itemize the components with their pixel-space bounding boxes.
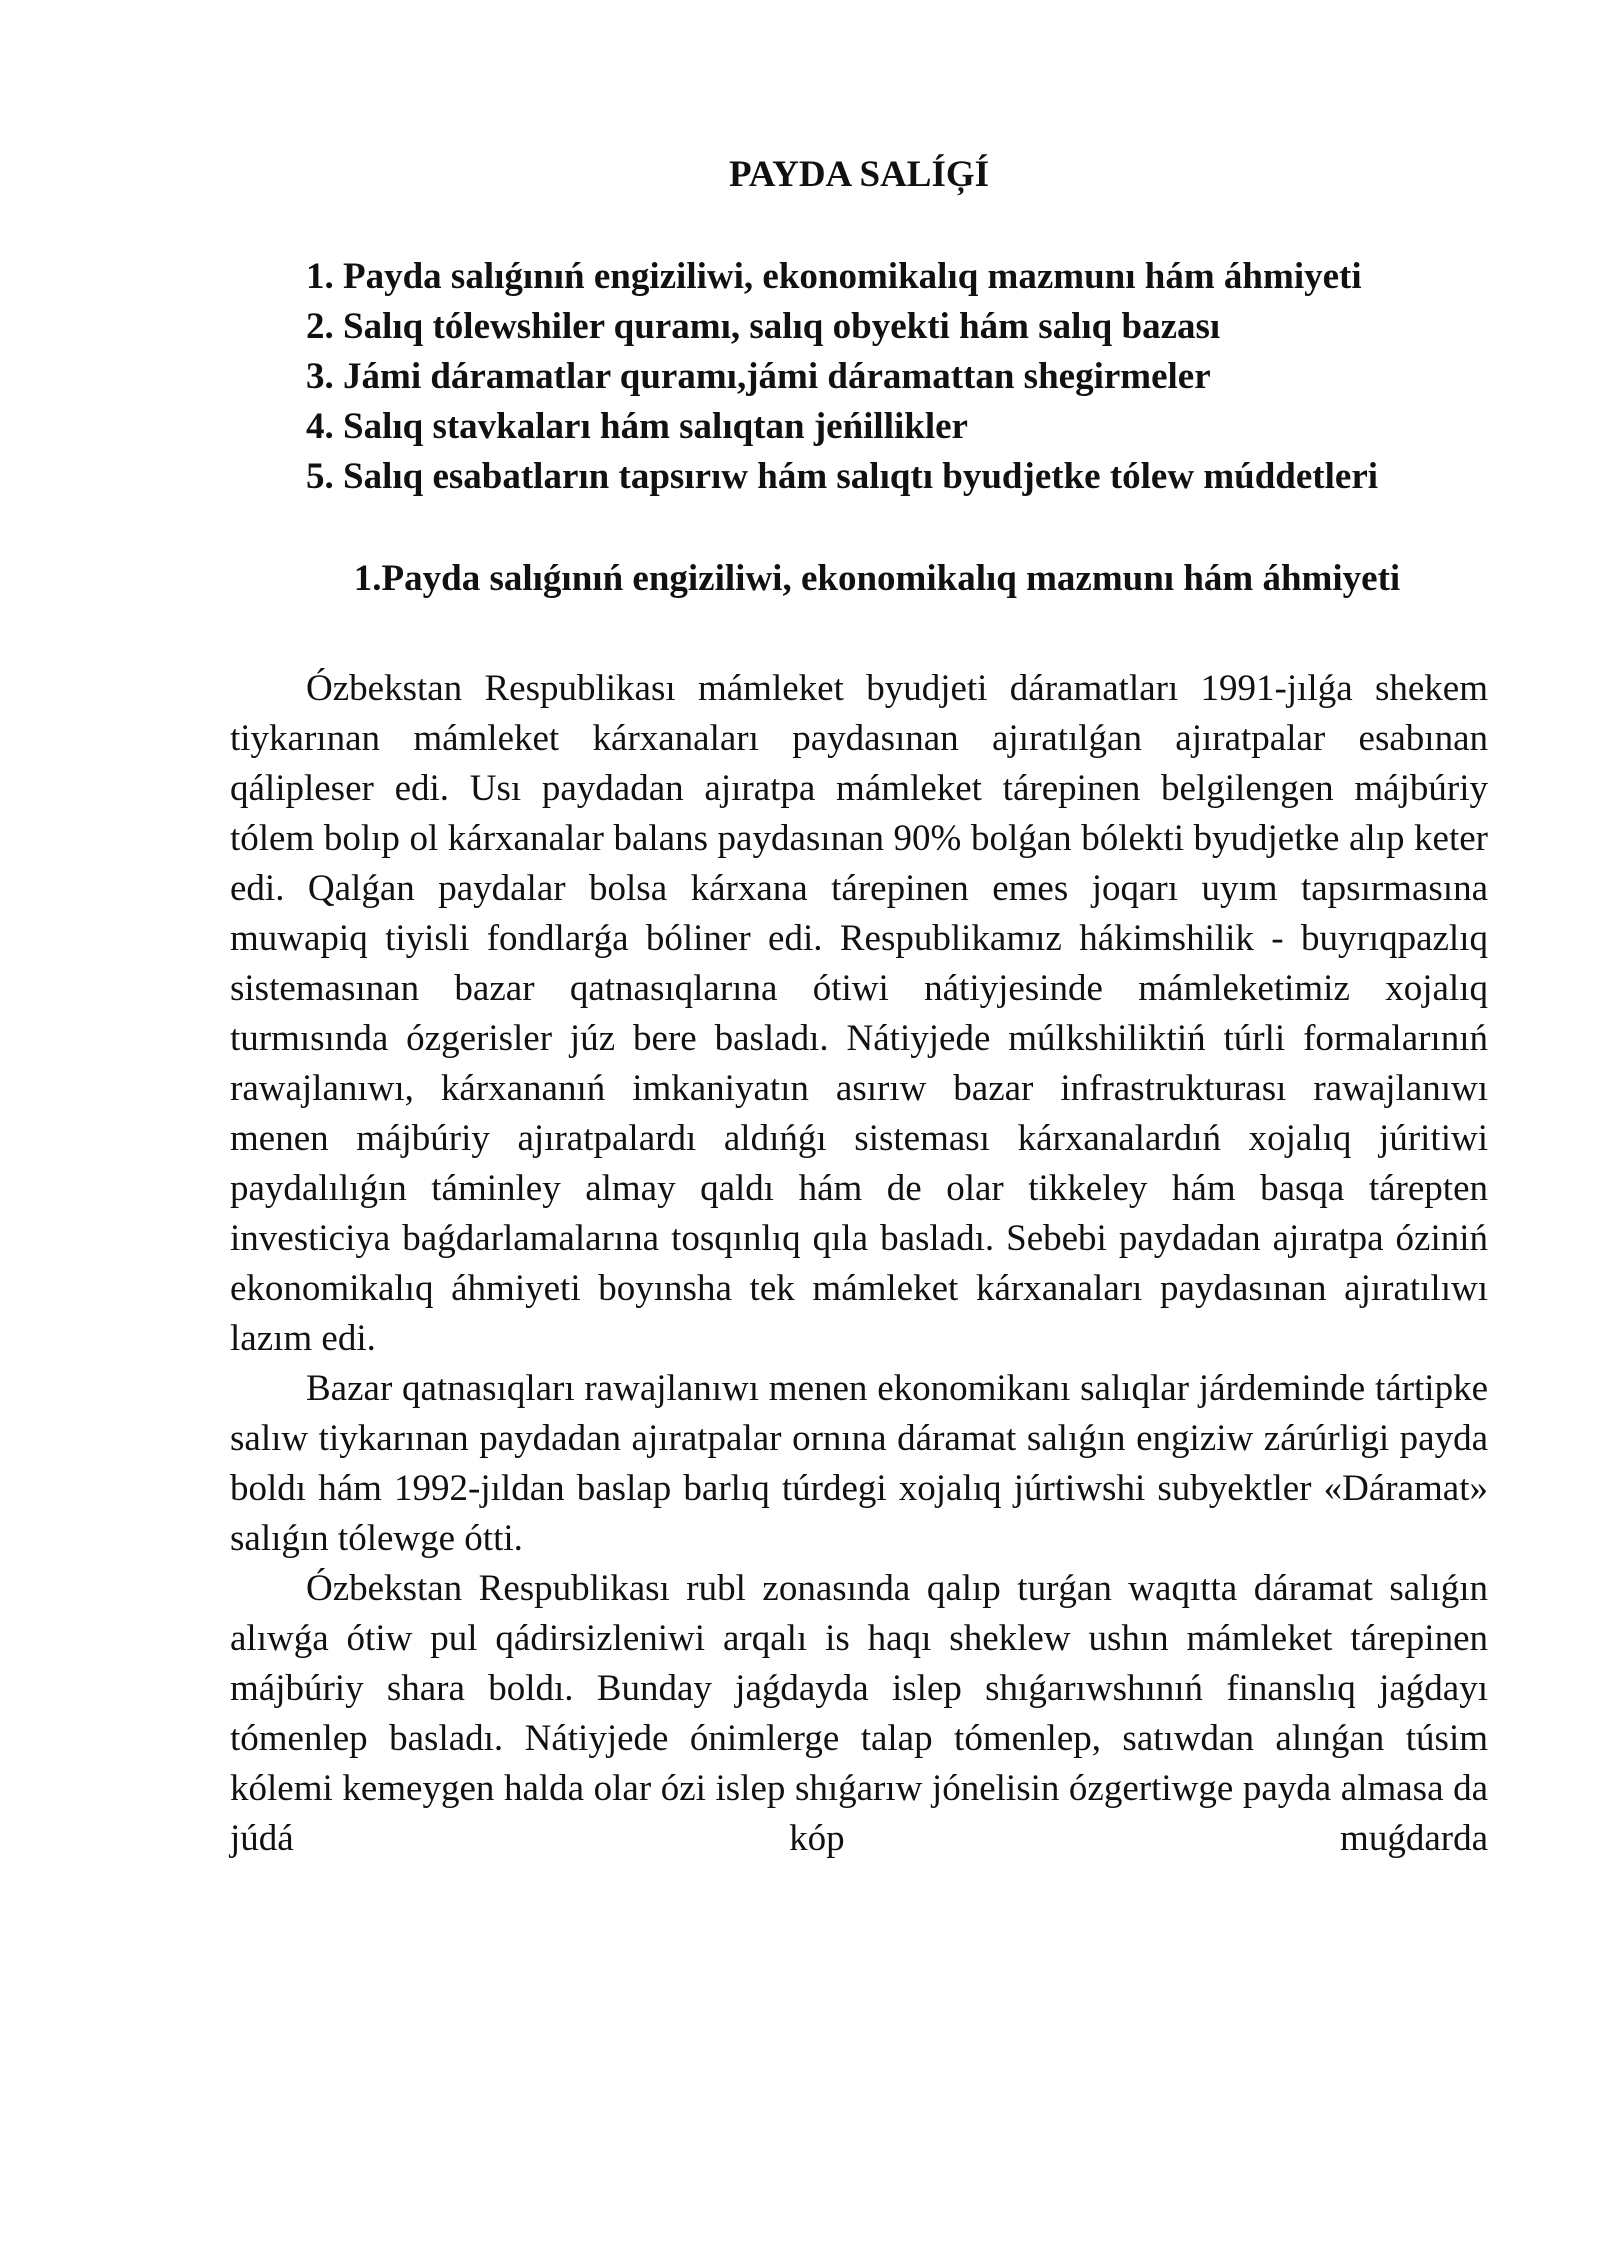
body-paragraph: Ózbekstan Respublikası mámleket byudjeti dáramatları 1991-jılǵa shekem tiykarınan mámleket kárxanaları paydasınan ajıratılǵan ajıratpalar esabınan qálipleser edi. Usı paydadan ajıratpa mámleket tárepinen belgilengen májbúriy tólem bolıp ol kárxanalar balans paydasınan 90% bolǵan bólekti byudjetke alıp keter edi. Qalǵan paydalar bolsa kárxana tárepinen emes joqarı uyım tapsırmasına muwapiq tiyisli fondlarǵa bóliner edi. Respublikamız hákimshilik - buyrıqpazlıq sistemasınan bazar qatnasıqlarına ótiwi nátiyjesinde mámleketimiz xojalıq turmısında ózgerisler júz bere basladı. Nátiyjede múlkshiliktiń túrli formalarınıń rawajlanıwı, kárxananıń imkaniyatın asırıw bazar infrastrukturası rawajlanıwı menen májbúriy ajıratpalardı aldıńǵı sisteması kárxanalardıń xojalıq júritiwi paydalılıǵın táminley almay qaldı hám de olar tikkeley hám basqa tárepten investiciya baǵdarlamalarına tosqınlıq qıla basladı. Sebebi paydadan ajıratpa óziniń ekonomikalıq áhmiyeti boyınsha tek mámleket kárxanaları paydasınan ajıratılıwı lazım edi.	[230, 668, 1488, 1359]
body-paragraph: Bazar qatnasıqları rawajlanıwı menen ekonomikanı salıqlar járdeminde tártipke salıw tiykarınan paydadan ajıratpalar ornına dáramat salıǵın engiziw zárúrligi payda boldı hám 1992-jıldan baslap barlıq túrdegi xojalıq júrtiwshi subyektler «Dáramat» salıǵın tólewge ótti.	[230, 1368, 1488, 1559]
table-of-contents	[230, 252, 1488, 502]
toc-item: 4. Salıq stavkaları hám salıqtan jeńillikler	[306, 406, 968, 447]
body-paragraph: Ózbekstan Respublikası rubl zonasında qalıp turǵan waqıtta dáramat salıǵın alıwǵa ótiw pul qádirsizleniwi arqalı is haqı sheklew ushın mámleket tárepinen májbúriy shara boldı. Bunday jaǵdayda islep shıǵarıwshınıń finanslıq jaǵdayı tómenlep basladı. Nátiyjede ónimlerge talap tómenlep, satıwdan alınǵan túsim kólemi kemeygen halda olar ózi islep shıǵarıw jónelisin ózgertiwge payda almasa da júdá kóp muǵdarda	[230, 1568, 1488, 1859]
document-page	[230, 150, 1488, 1864]
toc-item: 3. Jámi dáramatlar quramı,jámi dáramattan shegirmeler	[306, 356, 1211, 397]
section-heading: 1.Payda salıǵınıń engiziliwi, ekonomikalıq mazmunı hám áhmiyeti	[353, 558, 1401, 599]
toc-item: 1. Payda salıǵınıń engiziliwi, ekonomikalıq mazmunı hám áhmiyeti	[306, 256, 1362, 297]
toc-item: 5. Salıq esabatların tapsırıw hám salıqtı byudjetke tólew múddetleri	[306, 456, 1379, 497]
document-title: PAYDA SALÍĢÍ	[728, 154, 990, 195]
toc-item: 2. Salıq tólewshiler quramı, salıq obyekti hám salıq bazası	[306, 306, 1221, 347]
